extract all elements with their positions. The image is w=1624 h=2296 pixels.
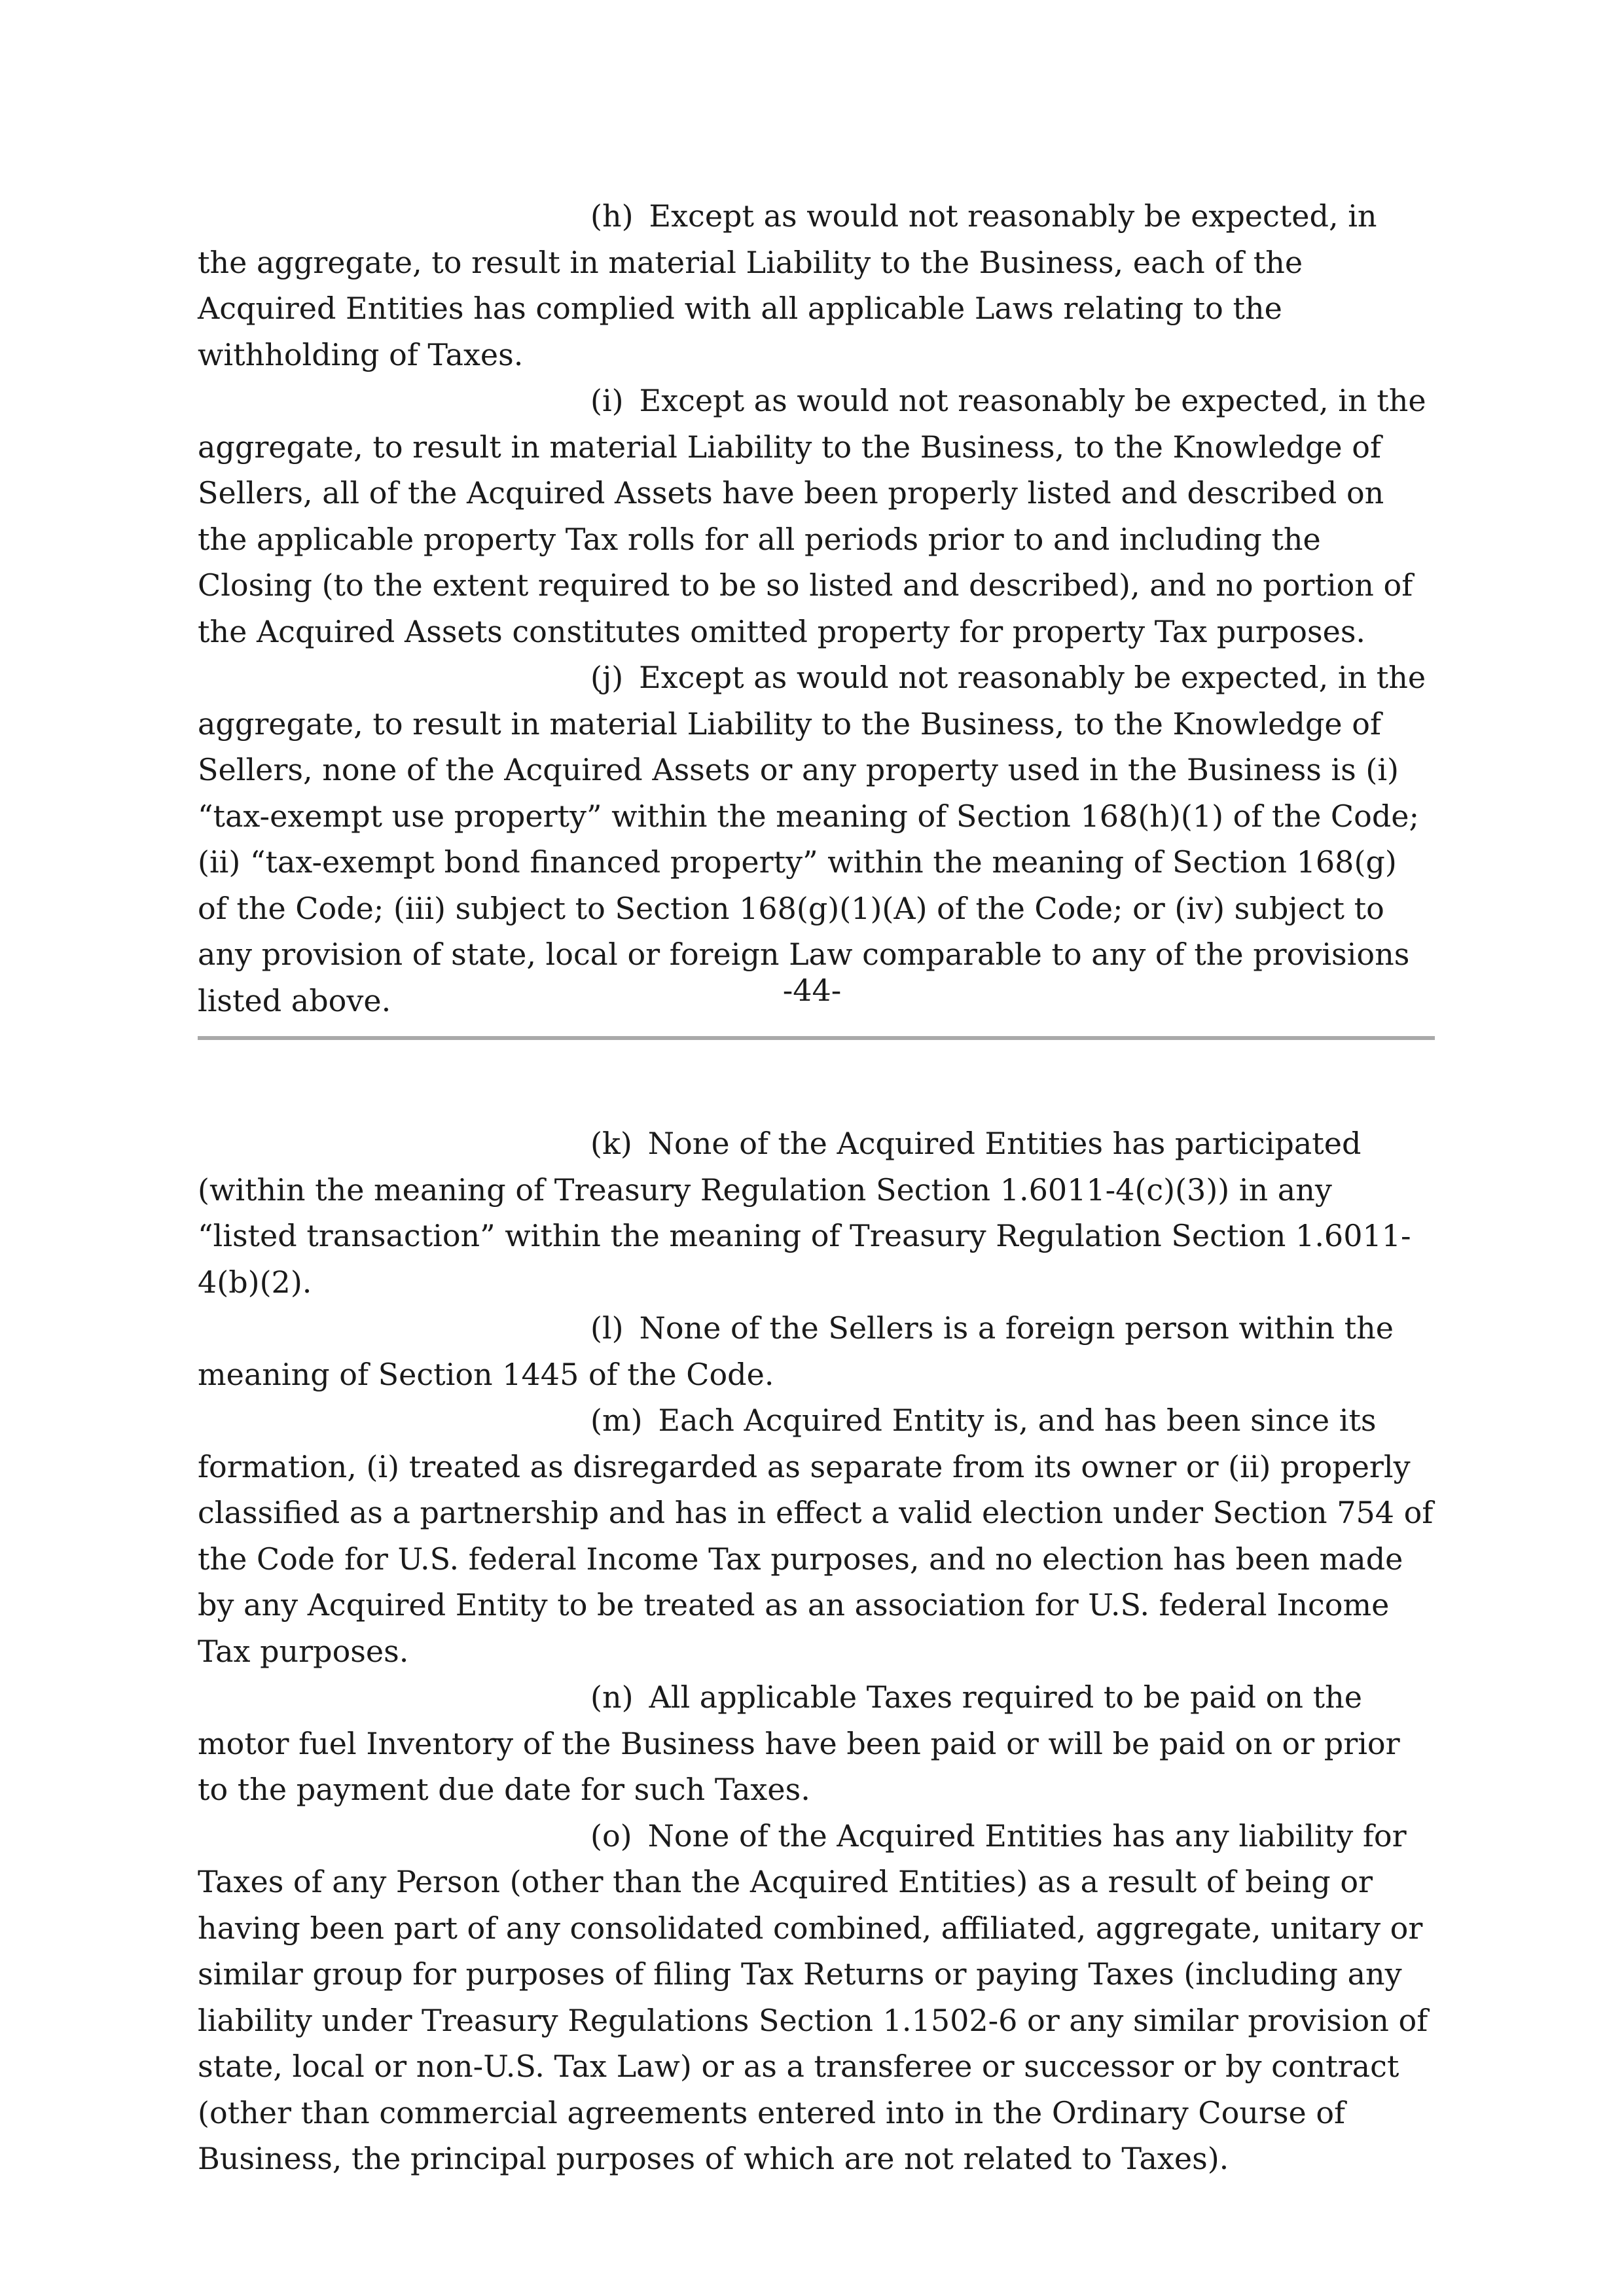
paragraph-marker: (i) [590, 383, 624, 418]
paragraph-text: None of the Sellers is a foreign person within the meaning of Section 1445 of the Code. [198, 1310, 1394, 1392]
paragraph-marker: (o) [590, 1818, 632, 1854]
paragraph-text: Each Acquired Entity is, and has been since its formation, (i) treated as disregarded as separate from its owner or (ii) properly classified as a partnership and has in effect a valid election under Section 754 of the Code for U.S. federal Income Tax purposes, and no election has been made by any Acquired Entity to be treated as an association for U.S. federal Income Tax purposes. [198, 1403, 1434, 1669]
paragraph-marker: (l) [590, 1310, 624, 1346]
paragraph-text: All applicable Taxes required to be paid on the motor fuel Inventory of the Business have been paid or will be paid on or prior to the payment due date for such Taxes. [198, 1679, 1400, 1807]
paragraph-m [198, 1397, 1435, 1674]
paragraph-k [198, 1121, 1435, 1305]
paragraph-text: Except as would not reasonably be expected, in the aggregate, to result in material Liability to the Business, each of the Acquired Entities has complied with all applicable Laws relating to the withholding of Taxes. [198, 198, 1377, 372]
paragraph-o [198, 1813, 1435, 2182]
page-number: -44- [782, 973, 842, 1008]
paragraph-h [198, 193, 1435, 378]
paragraph-marker: (j) [590, 660, 624, 695]
paragraph-n [198, 1674, 1435, 1813]
paragraph-text: None of the Acquired Entities has any liability for Taxes of any Person (other than the Acquired Entities) as a result of being or having been part of any consolidated combined, affiliated, aggregate, unitary or similar group for purposes of filing Tax Returns or paying Taxes (including any liability under Treasury Regulations Section 1.1502-6 or any similar provision of state, local or non-U.S. Tax Law) or as a transferee or successor or by contract (other than commercial agreements entered into in the Ordinary Course of Business, the principal purposes of which are not related to Taxes). [198, 1818, 1428, 2176]
paragraph-l [198, 1305, 1435, 1397]
paragraph-marker: (m) [590, 1403, 643, 1438]
paragraph-text: Except as would not reasonably be expected, in the aggregate, to result in material Liability to the Business, to the Knowledge of Sellers, none of the Acquired Assets or any property used in the Business is (i) “tax-exempt use property” within the meaning of Section 168(h)(1) of the Code; (ii) “tax-exempt bond financed property” within the meaning of Section 168(g) of the Code; (iii) subject to Section 168(g)(1)(A) of the Code; or (iv) subject to any provision of state, local or foreign Law comparable to any of the provisions listed above. [198, 660, 1426, 1018]
paragraph-text: Except as would not reasonably be expected, in the aggregate, to result in material Liability to the Business, to the Knowledge of Sellers, all of the Acquired Assets have been properly listed and described on the applicable property Tax rolls for all periods prior to and including the Closing (to the extent required to be so listed and described), and no portion of the Acquired Assets constitutes omitted property for property Tax purposes. [198, 383, 1426, 649]
page-break-divider [198, 1036, 1435, 1040]
paragraph-marker: (n) [590, 1679, 634, 1715]
page-45-body [198, 1121, 1435, 2182]
page-44-body [198, 193, 1435, 1024]
paragraph-marker: (h) [590, 198, 634, 234]
paragraph-marker: (k) [590, 1126, 632, 1161]
paragraph-i [198, 378, 1435, 655]
paragraph-text: None of the Acquired Entities has participated (within the meaning of Treasury Regulation Section 1.6011-4(c)(3)) in any “listed transaction” within the meaning of Treasury Regulation Section 1.6011-4(b)(2). [198, 1126, 1411, 1300]
